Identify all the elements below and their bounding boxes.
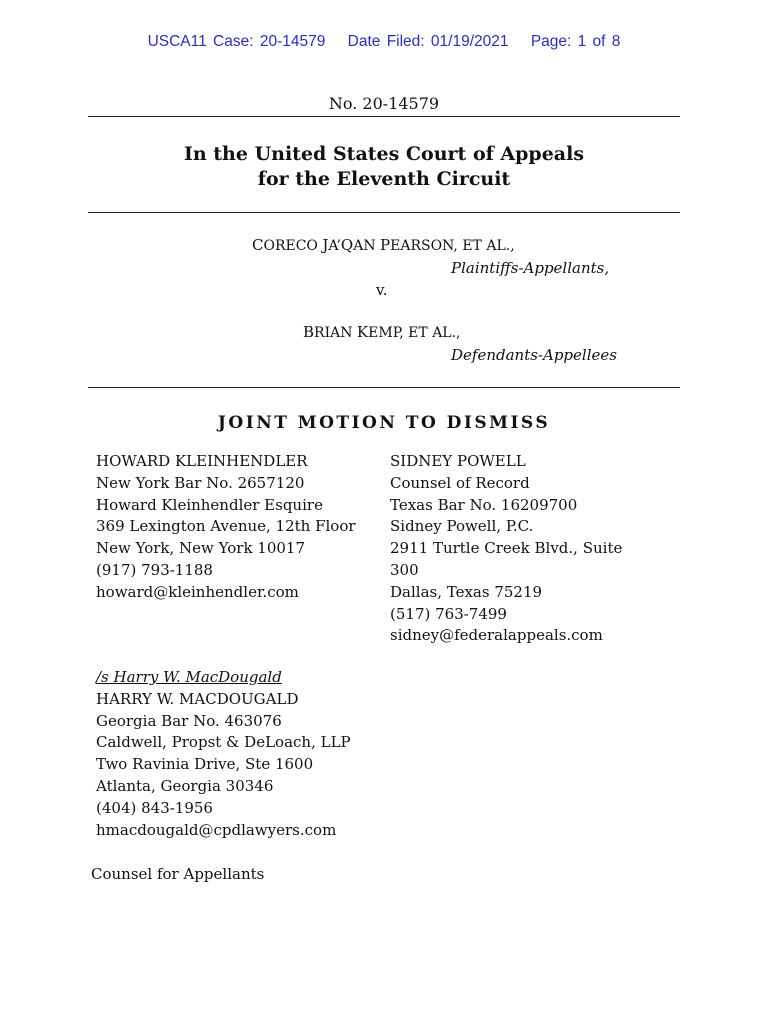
attorney-line: Howard Kleinhendler Esquire	[96, 495, 323, 514]
attorney-block-signature	[96, 667, 351, 841]
attorney-email: hmacdougald@cpdlawyers.com	[96, 820, 337, 839]
case-number: No. 20-14579	[328, 94, 440, 113]
attorney-line: (517) 763-7499	[390, 604, 507, 623]
electronic-signature: /s Harry W. MacDougald	[96, 668, 282, 686]
attorney-email: sidney@federalappeals.com	[390, 626, 603, 645]
attorney-line: HOWARD KLEINHENDLER	[96, 452, 308, 470]
divider-bottom	[88, 387, 680, 388]
attorney-line: New York, New York 10017	[96, 539, 306, 558]
date-filed-stamp: Date Filed: 01/19/2021	[347, 33, 509, 50]
attorney-line: Counsel of Record	[390, 473, 530, 492]
attorney-line: Atlanta, Georgia 30346	[96, 776, 274, 795]
court-title	[0, 142, 768, 192]
attorney-line: Texas Bar No. 16209700	[390, 495, 578, 514]
divider-top	[88, 116, 680, 117]
attorney-line: 369 Lexington Avenue, 12th Floor	[96, 517, 356, 536]
filing-header-stamp	[0, 33, 768, 51]
divider-middle	[88, 212, 680, 213]
attorney-line: Sidney Powell, P.C.	[390, 517, 534, 536]
plaintiff-name: CORECO JA’QAN PEARSON, ET AL.,	[252, 236, 515, 254]
defendant-role: Defendants-Appellees	[451, 346, 617, 364]
versus: v.	[376, 281, 388, 299]
attorney-line: Dallas, Texas 75219	[390, 582, 543, 601]
counsel-for-label: Counsel for Appellants	[91, 865, 265, 883]
court-title-line1: In the United States Court of Appeals	[183, 143, 585, 165]
attorney-line: Caldwell, Propst & DeLoach, LLP	[96, 733, 351, 752]
page-stamp: Page: 1 of 8	[530, 33, 621, 50]
attorney-line: 2911 Turtle Creek Blvd., Suite	[390, 539, 623, 558]
case-stamp: USCA11 Case: 20-14579	[147, 33, 326, 50]
attorney-block-right	[390, 451, 622, 647]
attorney-line: Two Ravinia Drive, Ste 1600	[96, 755, 314, 774]
defendant-name: BRIAN KEMP, ET AL.,	[303, 323, 461, 341]
attorney-line: New York Bar No. 2657120	[96, 473, 305, 492]
attorney-line: HARRY W. MACDOUGALD	[96, 689, 299, 708]
attorney-line: 300	[390, 560, 419, 579]
attorney-line: Georgia Bar No. 463076	[96, 711, 282, 730]
plaintiff-role: Plaintiffs-Appellants,	[451, 259, 610, 277]
court-title-line2: for the Eleventh Circuit	[257, 168, 511, 190]
attorney-line: (917) 793-1188	[96, 560, 213, 579]
attorney-block-left	[96, 451, 356, 604]
attorney-line: (404) 843-1956	[96, 798, 213, 817]
attorney-email: howard@kleinhendler.com	[96, 582, 299, 601]
attorney-line: SIDNEY POWELL	[390, 452, 526, 470]
motion-title: JOINT MOTION TO DISMISS	[217, 413, 551, 433]
